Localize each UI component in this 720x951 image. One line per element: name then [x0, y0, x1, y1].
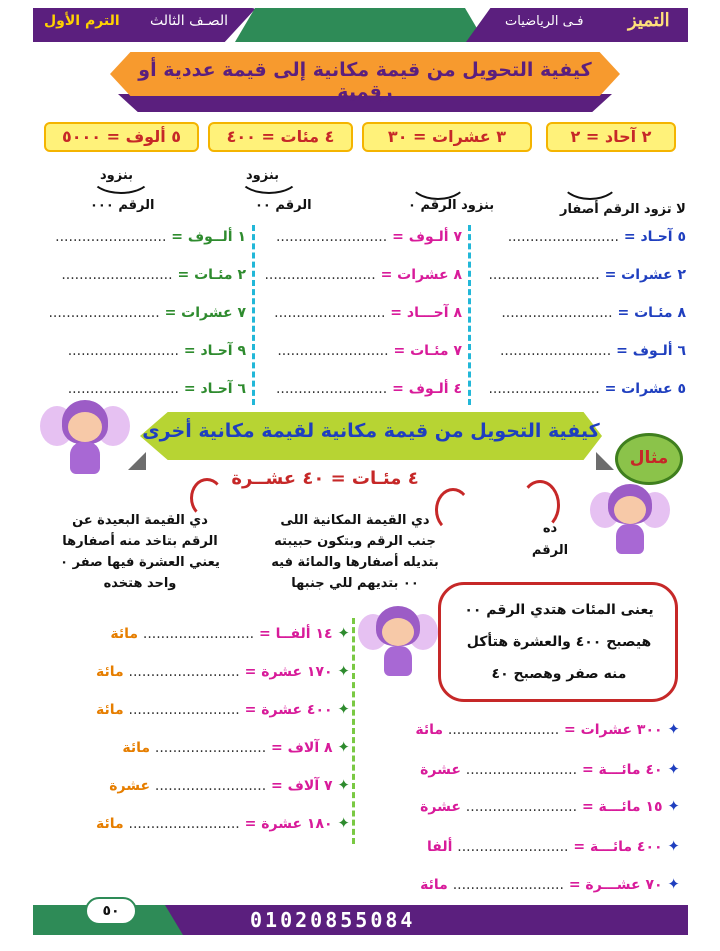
- note-far-place: [40, 510, 240, 594]
- exercise-row: [48, 305, 246, 321]
- exercise-question: ٢ عشرات =: [604, 267, 686, 283]
- separator-green: [352, 618, 355, 844]
- note-hundreds-a: بنزود: [246, 168, 280, 183]
- answer-blank[interactable]: .........................: [275, 229, 388, 245]
- exercise-question: ٧ عشرات =: [164, 305, 246, 321]
- note-line: ٠٠ بتديهم للي جنبها: [291, 576, 419, 591]
- exercise-question: ٨ آحـــاد =: [390, 305, 462, 321]
- note-ones: لا تزود الرقم أصفار: [560, 202, 686, 217]
- exercise-row: [476, 305, 686, 321]
- cloud-line: منه صفر وهصبح ٤٠: [491, 666, 627, 682]
- answer-blank[interactable]: .........................: [142, 626, 255, 642]
- explanation-text: [448, 594, 670, 690]
- exercise-question: ٢ مئـات =: [177, 267, 246, 283]
- exercise-row: [48, 381, 246, 397]
- note-line: دي القيمة المكانية اللى: [280, 513, 430, 528]
- exercise-row: [476, 267, 686, 283]
- exercise-row: [370, 875, 680, 893]
- arc-tens: [408, 160, 468, 200]
- page-number: ٥٠: [85, 897, 137, 925]
- cloud-line: يعنى المئات هتدي الرقم ٠٠: [464, 602, 654, 618]
- exercise-unit: عشرة: [420, 799, 461, 815]
- exercise-row: [262, 381, 462, 397]
- exercise-row: [370, 837, 680, 855]
- answer-blank[interactable]: .........................: [128, 664, 240, 680]
- exercise-row: [262, 229, 462, 245]
- exercise-row: [476, 229, 686, 245]
- conversion-example: ٤ مئـات = ٤٠ عشــرة: [231, 468, 419, 489]
- exercise-question: ٧ ألـوف =: [392, 229, 462, 245]
- exercise-row: [262, 343, 462, 359]
- example-badge: مثال: [615, 433, 683, 485]
- answer-blank[interactable]: .........................: [154, 778, 267, 794]
- fairy-illustration: [40, 398, 130, 478]
- note-tens: بنزود الرقم ٠: [408, 198, 495, 213]
- plus-icon: ✦: [667, 760, 680, 778]
- exercise-unit: مائة: [110, 626, 138, 642]
- answer-blank[interactable]: .........................: [55, 229, 167, 245]
- exercise-question: ٥ آحـاد =: [623, 229, 686, 245]
- exercise-question: ٤٠٠ عشرة =: [244, 702, 333, 718]
- note-line: الرقم بتاخد منه أصفارها: [62, 534, 218, 549]
- answer-blank[interactable]: .........................: [61, 267, 173, 283]
- note-line: دي القيمة البعيدة عن: [72, 513, 208, 528]
- place-box-thousands: ٥ ألوف = ٥٠٠٠: [44, 122, 199, 152]
- answer-blank[interactable]: .........................: [465, 799, 578, 815]
- note-digit: [520, 518, 580, 562]
- exercise-row: [476, 343, 686, 359]
- section2-title: كيفية التحويل من قيمة مكانية لقيمة مكانية أخرى: [142, 420, 600, 442]
- banner2-fold-right: [596, 452, 614, 470]
- note-line: بتديله أصفارها والمائة فيه: [271, 555, 439, 570]
- note-thousands-b: الرقم ٠٠٠: [90, 198, 155, 213]
- answer-blank[interactable]: .........................: [507, 229, 619, 245]
- place-box-ones: ٢ آحاد = ٢: [546, 122, 676, 152]
- exercise-row: [48, 267, 246, 283]
- answer-blank[interactable]: .........................: [501, 305, 613, 321]
- exercise-unit: ألفا: [426, 839, 453, 855]
- exercise-question: ٩ آحـاد =: [183, 343, 246, 359]
- plus-icon: ✦: [337, 814, 350, 832]
- section1-title: كيفية التحويل من قيمة مكانية إلى قيمة عددية أو رقمية: [138, 59, 592, 103]
- answer-blank[interactable]: .........................: [488, 381, 600, 397]
- exercise-unit: مائة: [95, 702, 124, 718]
- fairy-illustration: [590, 484, 670, 556]
- plus-icon: ✦: [337, 776, 350, 794]
- exercise-question: ٧ مئـات =: [393, 343, 462, 359]
- exercise-question: ١٨٠ عشرة =: [244, 816, 333, 832]
- note-thousands-a: بنزود: [100, 168, 134, 183]
- answer-blank[interactable]: .........................: [67, 381, 179, 397]
- exercise-row: [40, 662, 350, 680]
- exercise-row: [262, 305, 462, 321]
- exercise-unit: عشرة: [109, 778, 151, 794]
- separator-left: [252, 225, 255, 405]
- exercise-question: ١٧٠ عشرة =: [244, 664, 333, 680]
- exercise-unit: مائة: [122, 740, 151, 756]
- answer-blank[interactable]: .........................: [452, 877, 564, 893]
- exercise-row: [40, 624, 350, 642]
- note-line: ده: [542, 521, 558, 536]
- answer-blank[interactable]: .........................: [154, 740, 267, 756]
- banner2-fold-left: [128, 452, 146, 470]
- note-line: واحد هتخده: [103, 576, 177, 591]
- exercise-question: ٧٠ عشـــرة =: [568, 877, 663, 893]
- exercise-row: [370, 720, 680, 738]
- answer-blank[interactable]: .........................: [499, 343, 612, 359]
- exercise-question: ٤٠٠ مائـــة =: [573, 839, 663, 855]
- answer-blank[interactable]: .........................: [128, 702, 240, 718]
- exercise-unit: عشرة: [420, 762, 461, 778]
- exercise-question: ٨ آلاف =: [271, 740, 333, 756]
- answer-blank[interactable]: .........................: [457, 839, 569, 855]
- exercise-row: [40, 776, 350, 794]
- phone-number: 01020855084: [250, 908, 416, 932]
- answer-blank[interactable]: .........................: [48, 305, 160, 321]
- plus-icon: ✦: [337, 700, 350, 718]
- answer-blank[interactable]: .........................: [275, 381, 388, 397]
- brand-logo: التميز: [628, 10, 670, 31]
- exercise-unit: مائة: [420, 877, 448, 893]
- exercise-unit: مائة: [95, 664, 124, 680]
- note-line: يعني العشرة فيها صفر ٠: [60, 555, 220, 570]
- place-box-hundreds: ٤ مئات = ٤٠٠: [208, 122, 353, 152]
- exercise-question: ١ ألــوف =: [171, 229, 246, 245]
- exercise-row: [40, 738, 350, 756]
- exercise-unit: مائة: [95, 816, 124, 832]
- exercise-row: [40, 814, 350, 832]
- fairy-illustration: [358, 606, 438, 678]
- plus-icon: ✦: [667, 797, 680, 815]
- exercise-row: [262, 267, 462, 283]
- plus-icon: ✦: [667, 837, 680, 855]
- separator-right: [468, 225, 471, 405]
- plus-icon: ✦: [667, 875, 680, 893]
- place-box-tens: ٣ عشرات = ٣٠: [362, 122, 532, 152]
- header-middle-band: [235, 8, 485, 42]
- exercise-question: ٨ مئـات =: [617, 305, 686, 321]
- exercise-question: ٦ آحـاد =: [183, 381, 246, 397]
- answer-blank[interactable]: .........................: [128, 816, 240, 832]
- plus-icon: ✦: [337, 738, 350, 756]
- exercise-row: [48, 229, 246, 245]
- exercise-question: ٧ آلاف =: [271, 778, 333, 794]
- exercise-row: [370, 760, 680, 778]
- note-line: الرقم: [531, 543, 569, 558]
- answer-blank[interactable]: .........................: [274, 305, 386, 321]
- exercise-question: ٨ عشرات =: [380, 267, 462, 283]
- answer-blank[interactable]: .........................: [264, 267, 376, 283]
- arc-ones: [560, 160, 620, 200]
- header-grade: الصـف الثالث: [150, 13, 228, 29]
- cloud-line: هيصبح ٤٠٠ والعشرة هتأكل: [466, 634, 652, 650]
- exercise-question: ٦ ألـوف =: [616, 343, 686, 359]
- plus-icon: ✦: [337, 662, 350, 680]
- answer-blank[interactable]: .........................: [465, 762, 578, 778]
- exercise-question: ٣٠٠ عشرات =: [564, 722, 663, 738]
- exercise-question: ٥ عشرات =: [604, 381, 686, 397]
- exercise-question: ٤ ألـوف =: [392, 381, 462, 397]
- header-subject: فـى الرياضيات: [505, 14, 584, 29]
- header-term: الترم الأول: [44, 13, 120, 29]
- note-near-place: [260, 510, 450, 594]
- note-line: جنب الرقم وبتكون حبيبته: [274, 534, 436, 549]
- exercise-unit: مائة: [415, 722, 444, 738]
- answer-blank[interactable]: .........................: [447, 722, 560, 738]
- exercise-row: [48, 343, 246, 359]
- exercise-question: ٤٠ مائـــة =: [581, 762, 663, 778]
- exercise-row: [476, 381, 686, 397]
- plus-icon: ✦: [667, 720, 680, 738]
- answer-blank[interactable]: .........................: [488, 267, 600, 283]
- exercise-question: ١٥ مائـــة =: [581, 799, 663, 815]
- answer-blank[interactable]: .........................: [67, 343, 179, 359]
- answer-blank[interactable]: .........................: [277, 343, 389, 359]
- exercise-row: [40, 700, 350, 718]
- plus-icon: ✦: [337, 624, 350, 642]
- exercise-question: ١٤ ألفــا =: [259, 626, 333, 642]
- exercise-row: [370, 797, 680, 815]
- note-hundreds-b: الرقم ٠٠: [255, 198, 312, 213]
